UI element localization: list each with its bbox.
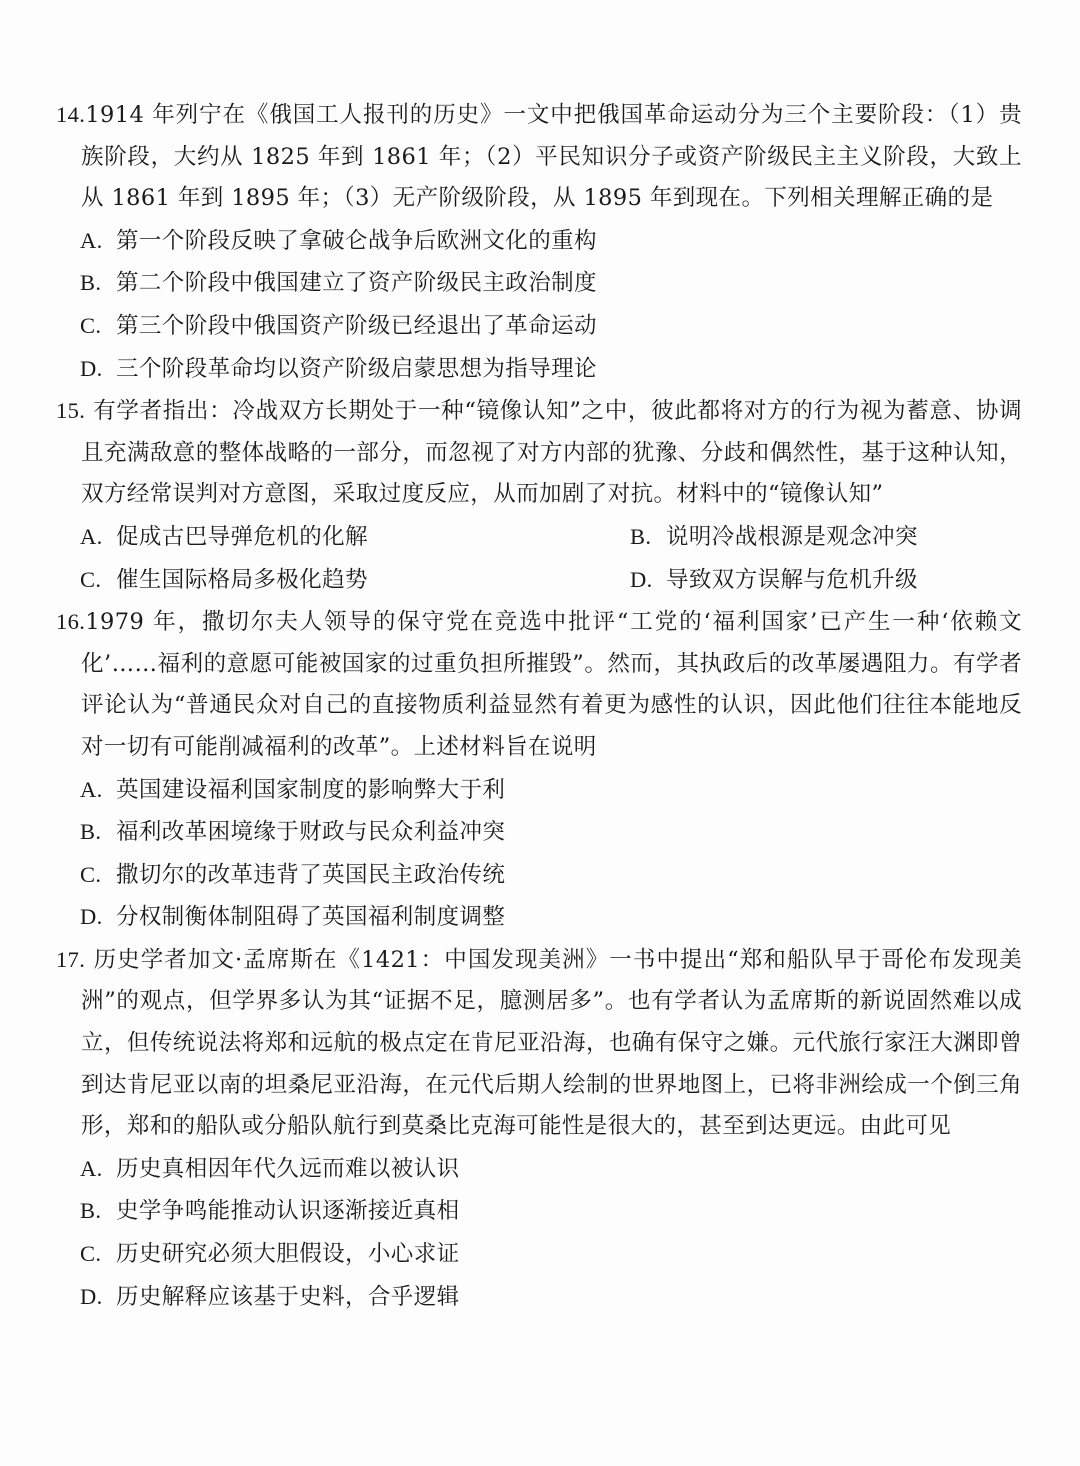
option-c[interactable] <box>80 1233 1022 1276</box>
option-letter: A. <box>80 227 103 253</box>
option-d[interactable] <box>630 559 1030 602</box>
option-list <box>56 1148 1022 1318</box>
option-text: 促成古巴导弹危机的化解 <box>116 523 368 550</box>
option-text: 第二个阶段中俄国建立了资产阶级民主政治制度 <box>116 270 597 297</box>
question-stem <box>56 94 1022 220</box>
option-letter: B. <box>80 819 102 845</box>
question-text: 历史学者加文·孟席斯在《1421：中国发现美洲》一书中提出“郑和船队早于哥伦布发现美洲”的观点，但学界多认为其“证据不足，臆测居多”。也有学者认为孟席斯的新说固然难以成立，但传统说法将郑和远航的极点定在肯尼亚沿海，也确有保守之嫌。元代旅行家汪大渊即曾到达肯尼亚以南的坦桑尼亚沿海，在元代后期人绘制的世界地图上，已将非洲绘成一个倒三角形，郑和的船队或分船队航行到莫桑比克海可能性是很大的，甚至到达更远。由此可见 <box>81 946 1022 1140</box>
question-stem <box>56 390 1022 516</box>
option-letter: B. <box>80 1198 102 1224</box>
question-number: 15. <box>56 398 86 424</box>
option-list <box>56 220 1022 390</box>
option-letter: C. <box>80 861 102 887</box>
question-number: 14. <box>56 102 86 127</box>
option-letter: D. <box>80 355 103 381</box>
option-letter: C. <box>80 1241 102 1267</box>
option-b[interactable] <box>80 811 1022 854</box>
option-list <box>56 769 1022 939</box>
question-17 <box>56 939 1022 1318</box>
option-text: 史学争鸣能推动认识逐渐接近真相 <box>116 1198 460 1225</box>
option-letter: A. <box>80 776 103 802</box>
option-text: 说明冷战根源是观念冲突 <box>666 523 918 550</box>
option-a[interactable] <box>80 220 1022 263</box>
option-d[interactable] <box>80 1276 1022 1319</box>
option-letter: C. <box>80 312 102 338</box>
option-letter: B. <box>630 523 652 549</box>
option-letter: B. <box>80 270 102 296</box>
option-text: 催生国际格局多极化趋势 <box>116 566 368 593</box>
option-text: 分权制衡体制阻碍了英国福利制度调整 <box>116 904 506 931</box>
option-c[interactable] <box>80 305 1022 348</box>
question-list <box>56 94 1022 1318</box>
option-text: 第一个阶段反映了拿破仑战争后欧洲文化的重构 <box>116 227 597 254</box>
option-c[interactable] <box>80 559 630 602</box>
question-stem <box>56 939 1022 1148</box>
question-stem <box>56 601 1022 768</box>
option-a[interactable] <box>80 1148 1022 1191</box>
option-text: 导致双方误解与危机升级 <box>666 566 918 593</box>
option-text: 撒切尔的改革违背了英国民主政治传统 <box>116 861 506 888</box>
option-d[interactable] <box>80 896 1022 939</box>
option-letter: A. <box>80 1155 103 1181</box>
option-text: 历史研究必须大胆假设，小心求证 <box>116 1241 460 1268</box>
option-text: 历史解释应该基于史料，合乎逻辑 <box>116 1283 460 1310</box>
option-letter: D. <box>630 566 653 592</box>
option-b[interactable] <box>630 516 1030 559</box>
question-15 <box>56 390 1022 601</box>
option-text: 第三个阶段中俄国资产阶级已经退出了革命运动 <box>116 312 597 339</box>
option-letter: D. <box>80 1283 103 1309</box>
question-number: 17. <box>56 946 86 972</box>
option-letter: D. <box>80 904 103 930</box>
option-text: 英国建设福利国家制度的影响弊大于利 <box>116 776 506 803</box>
option-letter: A. <box>80 523 103 549</box>
option-letter: C. <box>80 566 102 592</box>
option-text: 福利改革困境缘于财政与民众利益冲突 <box>116 819 506 846</box>
option-d[interactable] <box>80 348 1022 391</box>
option-a[interactable] <box>80 769 1022 812</box>
option-b[interactable] <box>80 262 1022 305</box>
option-grid <box>56 516 1022 601</box>
question-text: 有学者指出：冷战双方长期处于一种“镜像认知”之中，彼此都将对方的行为视为蓄意、协调且充满敌意的整体战略的一部分，而忽视了对方内部的犹豫、分歧和偶然性，基于这种认知，双方经常误判对方意图，采取过度反应，从而加剧了对抗。材料中的“镜像认知” <box>81 398 1022 508</box>
question-16 <box>56 601 1022 939</box>
question-text: 1914 年列宁在《俄国工人报刊的历史》一文中把俄国革命运动分为三个主要阶段：（1）贵族阶段，大约从 1825 年到 1861 年；（2）平民知识分子或资产阶级民主主义阶段，大致上从 1861 年到 1895 年；（3）无产阶级阶段，从 1895 年到现在。下列相关理解正确的是 <box>81 102 1022 212</box>
option-text: 历史真相因年代久远而难以被认识 <box>116 1155 460 1182</box>
option-c[interactable] <box>80 854 1022 897</box>
question-14 <box>56 94 1022 390</box>
option-text: 三个阶段革命均以资产阶级启蒙思想为指导理论 <box>116 355 597 382</box>
question-text: 1979 年，撒切尔夫人领导的保守党在竞选中批评“工党的‘福利国家’已产生一种‘依赖文化’……福利的意愿可能被国家的过重负担所摧毁”。然而，其执政后的改革屡遇阻力。有学者评论认为“普通民众对自己的直接物质利益显然有着更为感性的认识，因此他们往往本能地反对一切有可能削减福利的改革”。上述材料旨在说明 <box>81 609 1022 760</box>
question-number: 16. <box>56 609 86 635</box>
option-b[interactable] <box>80 1190 1022 1233</box>
option-a[interactable] <box>80 516 630 559</box>
